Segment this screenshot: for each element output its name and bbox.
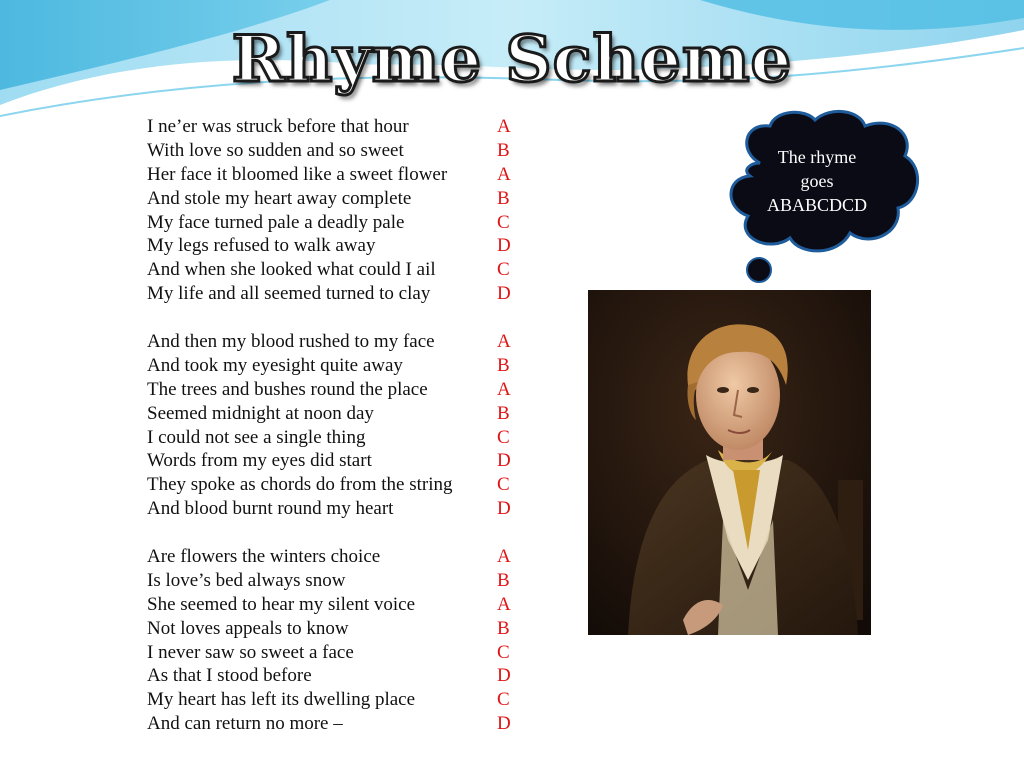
poem-line-text: Seemed midnight at noon day <box>147 402 374 424</box>
rhyme-letter: A <box>497 546 511 568</box>
poem-line-text: Words from my eyes did start <box>147 450 372 472</box>
thought-bubble-dot-large <box>746 257 772 283</box>
rhyme-letter: B <box>497 402 510 424</box>
poem-line <box>147 402 527 426</box>
poem-line <box>147 664 527 688</box>
rhyme-letter: C <box>497 259 510 281</box>
poem-line-text: I ne’er was struck before that hour <box>147 116 409 137</box>
poem-line-text: And can return no more – <box>147 713 343 735</box>
rhyme-letter: D <box>497 713 511 735</box>
stanza-spacer <box>147 306 527 330</box>
poem-line <box>147 139 527 163</box>
portrait-painting <box>588 290 871 635</box>
poem-line <box>147 688 527 712</box>
poem-line-text: As that I stood before <box>147 665 312 687</box>
poem-line-text: Not loves appeals to know <box>147 617 349 639</box>
rhyme-letter: A <box>497 163 511 185</box>
stanza-spacer <box>147 521 527 545</box>
poem-line <box>147 378 527 402</box>
poem-line-text: And when she looked what could I ail <box>147 259 436 281</box>
poem-line <box>147 473 527 497</box>
thought-bubble-text <box>752 145 882 217</box>
rhyme-letter: B <box>497 569 510 591</box>
rhyme-letter: C <box>497 211 510 233</box>
rhyme-letter: C <box>497 474 510 496</box>
poem-line-text: Her face it bloomed like a sweet flower <box>147 163 448 185</box>
rhyme-letter: D <box>497 283 511 305</box>
poem-line-text: My heart has left its dwelling place <box>147 689 416 711</box>
rhyme-letter: C <box>497 689 510 711</box>
rhyme-letter: B <box>497 617 510 639</box>
poem-line <box>147 617 527 641</box>
poem-line-text: Are flowers the winters choice <box>147 546 381 568</box>
rhyme-letter: C <box>497 426 510 448</box>
poem-line-text: Is love’s bed always snow <box>147 569 346 591</box>
poem-line <box>147 449 527 473</box>
thought-bubble-line: The rhyme <box>777 147 857 167</box>
poem-line-text: And stole my heart away complete <box>147 187 412 209</box>
poem-line <box>147 282 527 306</box>
poem-line-text: I never saw so sweet a face <box>147 641 354 663</box>
poem-line <box>147 354 527 378</box>
rhyme-letter: D <box>497 498 511 520</box>
poem-line <box>147 712 527 736</box>
rhyme-letter: A <box>497 331 511 353</box>
poem-line-text: And then my blood rushed to my face <box>147 331 435 353</box>
poem-line-text: With love so sudden and so sweet <box>147 139 404 161</box>
rhyme-letter: B <box>497 139 510 161</box>
thought-bubble-line: goes <box>800 171 834 191</box>
rhyme-letter: B <box>497 354 510 376</box>
thought-bubble-line: ABABCDCD <box>766 195 868 215</box>
portrait-illustration <box>588 290 871 635</box>
poem-line <box>147 545 527 569</box>
poem-line-text: My legs refused to walk away <box>147 235 376 257</box>
rhyme-letter: A <box>497 593 511 615</box>
poem <box>147 115 527 736</box>
poem-line <box>147 211 527 235</box>
poem-line-text: And blood burnt round my heart <box>147 498 394 520</box>
poem-line <box>147 115 527 139</box>
poem-line <box>147 497 527 521</box>
poem-line-text: The trees and bushes round the place <box>147 378 428 400</box>
rhyme-letter: D <box>497 450 511 472</box>
poem-line <box>147 426 527 450</box>
slide-title: Rhyme Scheme <box>231 22 793 97</box>
rhyme-letter: D <box>497 665 511 687</box>
poem-line <box>147 163 527 187</box>
poem-line-text: I could not see a single thing <box>147 426 366 448</box>
poem-line-text: My life and all seemed turned to clay <box>147 283 431 305</box>
poem-line <box>147 258 527 282</box>
poem-line-text: She seemed to hear my silent voice <box>147 593 416 615</box>
poem-line-text: And took my eyesight quite away <box>147 354 403 376</box>
rhyme-letter: D <box>497 235 511 257</box>
poem-line <box>147 641 527 665</box>
poem-line <box>147 187 527 211</box>
poem-line <box>147 569 527 593</box>
poem-line-text: My face turned pale a deadly pale <box>147 211 405 233</box>
poem-line-text: They spoke as chords do from the string <box>147 474 453 496</box>
rhyme-letter: A <box>497 378 511 400</box>
poem-line <box>147 593 527 617</box>
poem-line <box>147 330 527 354</box>
rhyme-letter: C <box>497 641 510 663</box>
poem-line <box>147 234 527 258</box>
rhyme-letter: B <box>497 187 510 209</box>
rhyme-letter: A <box>497 116 511 137</box>
